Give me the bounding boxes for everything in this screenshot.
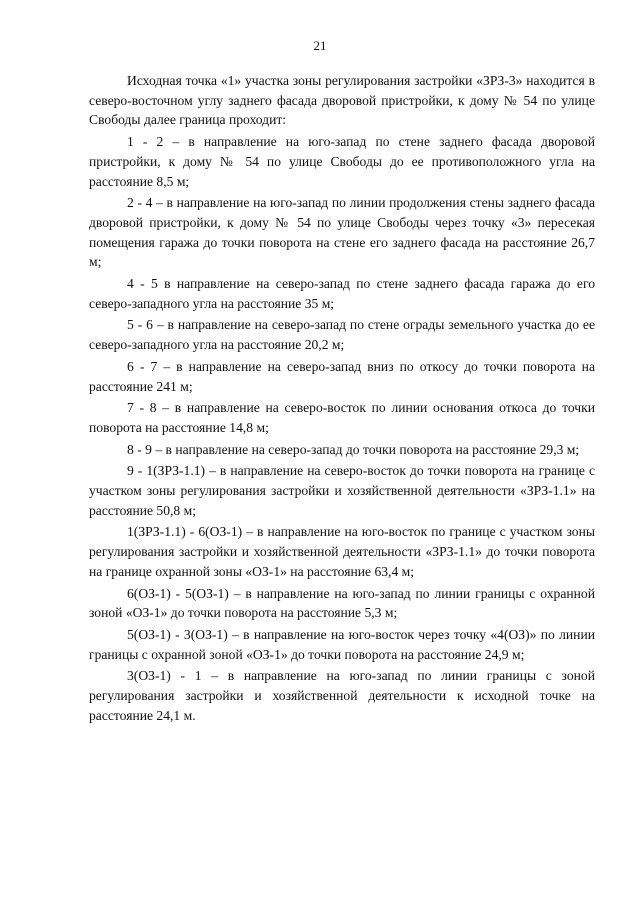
paragraph-segment: 8 - 9 – в направление на северо-запад до точки поворота на расстояние 29,3 м;	[127, 441, 580, 457]
paragraph-segment: 2 - 4 – в направление на юго-запад по линии продолжения стены заднего фасада дворовой пристройки, к дому № 54 по улице Свободы через точку «3» пересекая помещения гаража до точки поворота на стене его заднего фасада на расстояние 26,7 м;	[89, 195, 595, 270]
paragraph-segment: 5(ОЗ-1) - 3(ОЗ-1) – в направление на юго-восток через точку «4(ОЗ)» по линии границы с охранной зоной «ОЗ-1» до точки поворота на расстояние 24,9 м;	[89, 626, 595, 662]
paragraph-segment: 7 - 8 – в направление на северо-восток по линии основания откоса до точки поворота на расстояние 14,8 м;	[89, 400, 595, 435]
document-body	[89, 71, 595, 728]
paragraph-segment: 1 - 2 – в направление на юго-запад по стене заднего фасада дворовой пристройки, к дому № 54 по улице Свободы до ее противоположного угла на расстояние 8,5 м;	[89, 134, 595, 189]
paragraph-segment: 6 - 7 – в направление на северо-запад вниз по откосу до точки поворота на расстояние 241 м;	[89, 358, 595, 394]
paragraph-segment: 9 - 1(ЗРЗ-1.1) – в направление на северо-восток до точки поворота на границе с участком зоны регулирования застройки и хозяйственной деятельности «ЗРЗ-1.1» на расстояние 50,8 м;	[89, 463, 595, 518]
paragraph-intro: Исходная точка «1» участка зоны регулирования застройки «ЗРЗ-3» находится в северо-восточном углу заднего фасада дворовой пристройки, к дому № 54 по улице Свободы далее граница проходит:	[89, 73, 595, 128]
paragraph-segment: 1(ЗРЗ-1.1) - 6(ОЗ-1) – в направление на юго-восток по границе с участком зоны регулирования застройки и хозяйственной деятельности «ЗРЗ-1.1» до точки поворота на границе охранной зоны «ОЗ-1» на расстояние 63,4 м;	[89, 524, 595, 579]
paragraph-final: 3(ОЗ-1) - 1 – в направление на юго-запад по линии границы с зоной регулирования застройки и хозяйственной деятельности к исходной точке на расстояние 24,1 м.	[89, 668, 595, 723]
paragraph-segment: 6(ОЗ-1) - 5(ОЗ-1) – в направление на юго-запад по линии границы с охранной зоной «ОЗ-1» до точки поворота на расстояние 5,3 м;	[89, 585, 595, 621]
page-number: 21	[313, 38, 327, 53]
paragraph-segment: 5 - 6 – в направление на северо-запад по стене ограды земельного участка до ее северо-западного угла на расстояние 20,2 м;	[89, 317, 595, 353]
paragraph-segment: 4 - 5 в направление на северо-запад по стене заднего фасада гаража до его северо-западного угла на расстояние 35 м;	[89, 276, 595, 311]
